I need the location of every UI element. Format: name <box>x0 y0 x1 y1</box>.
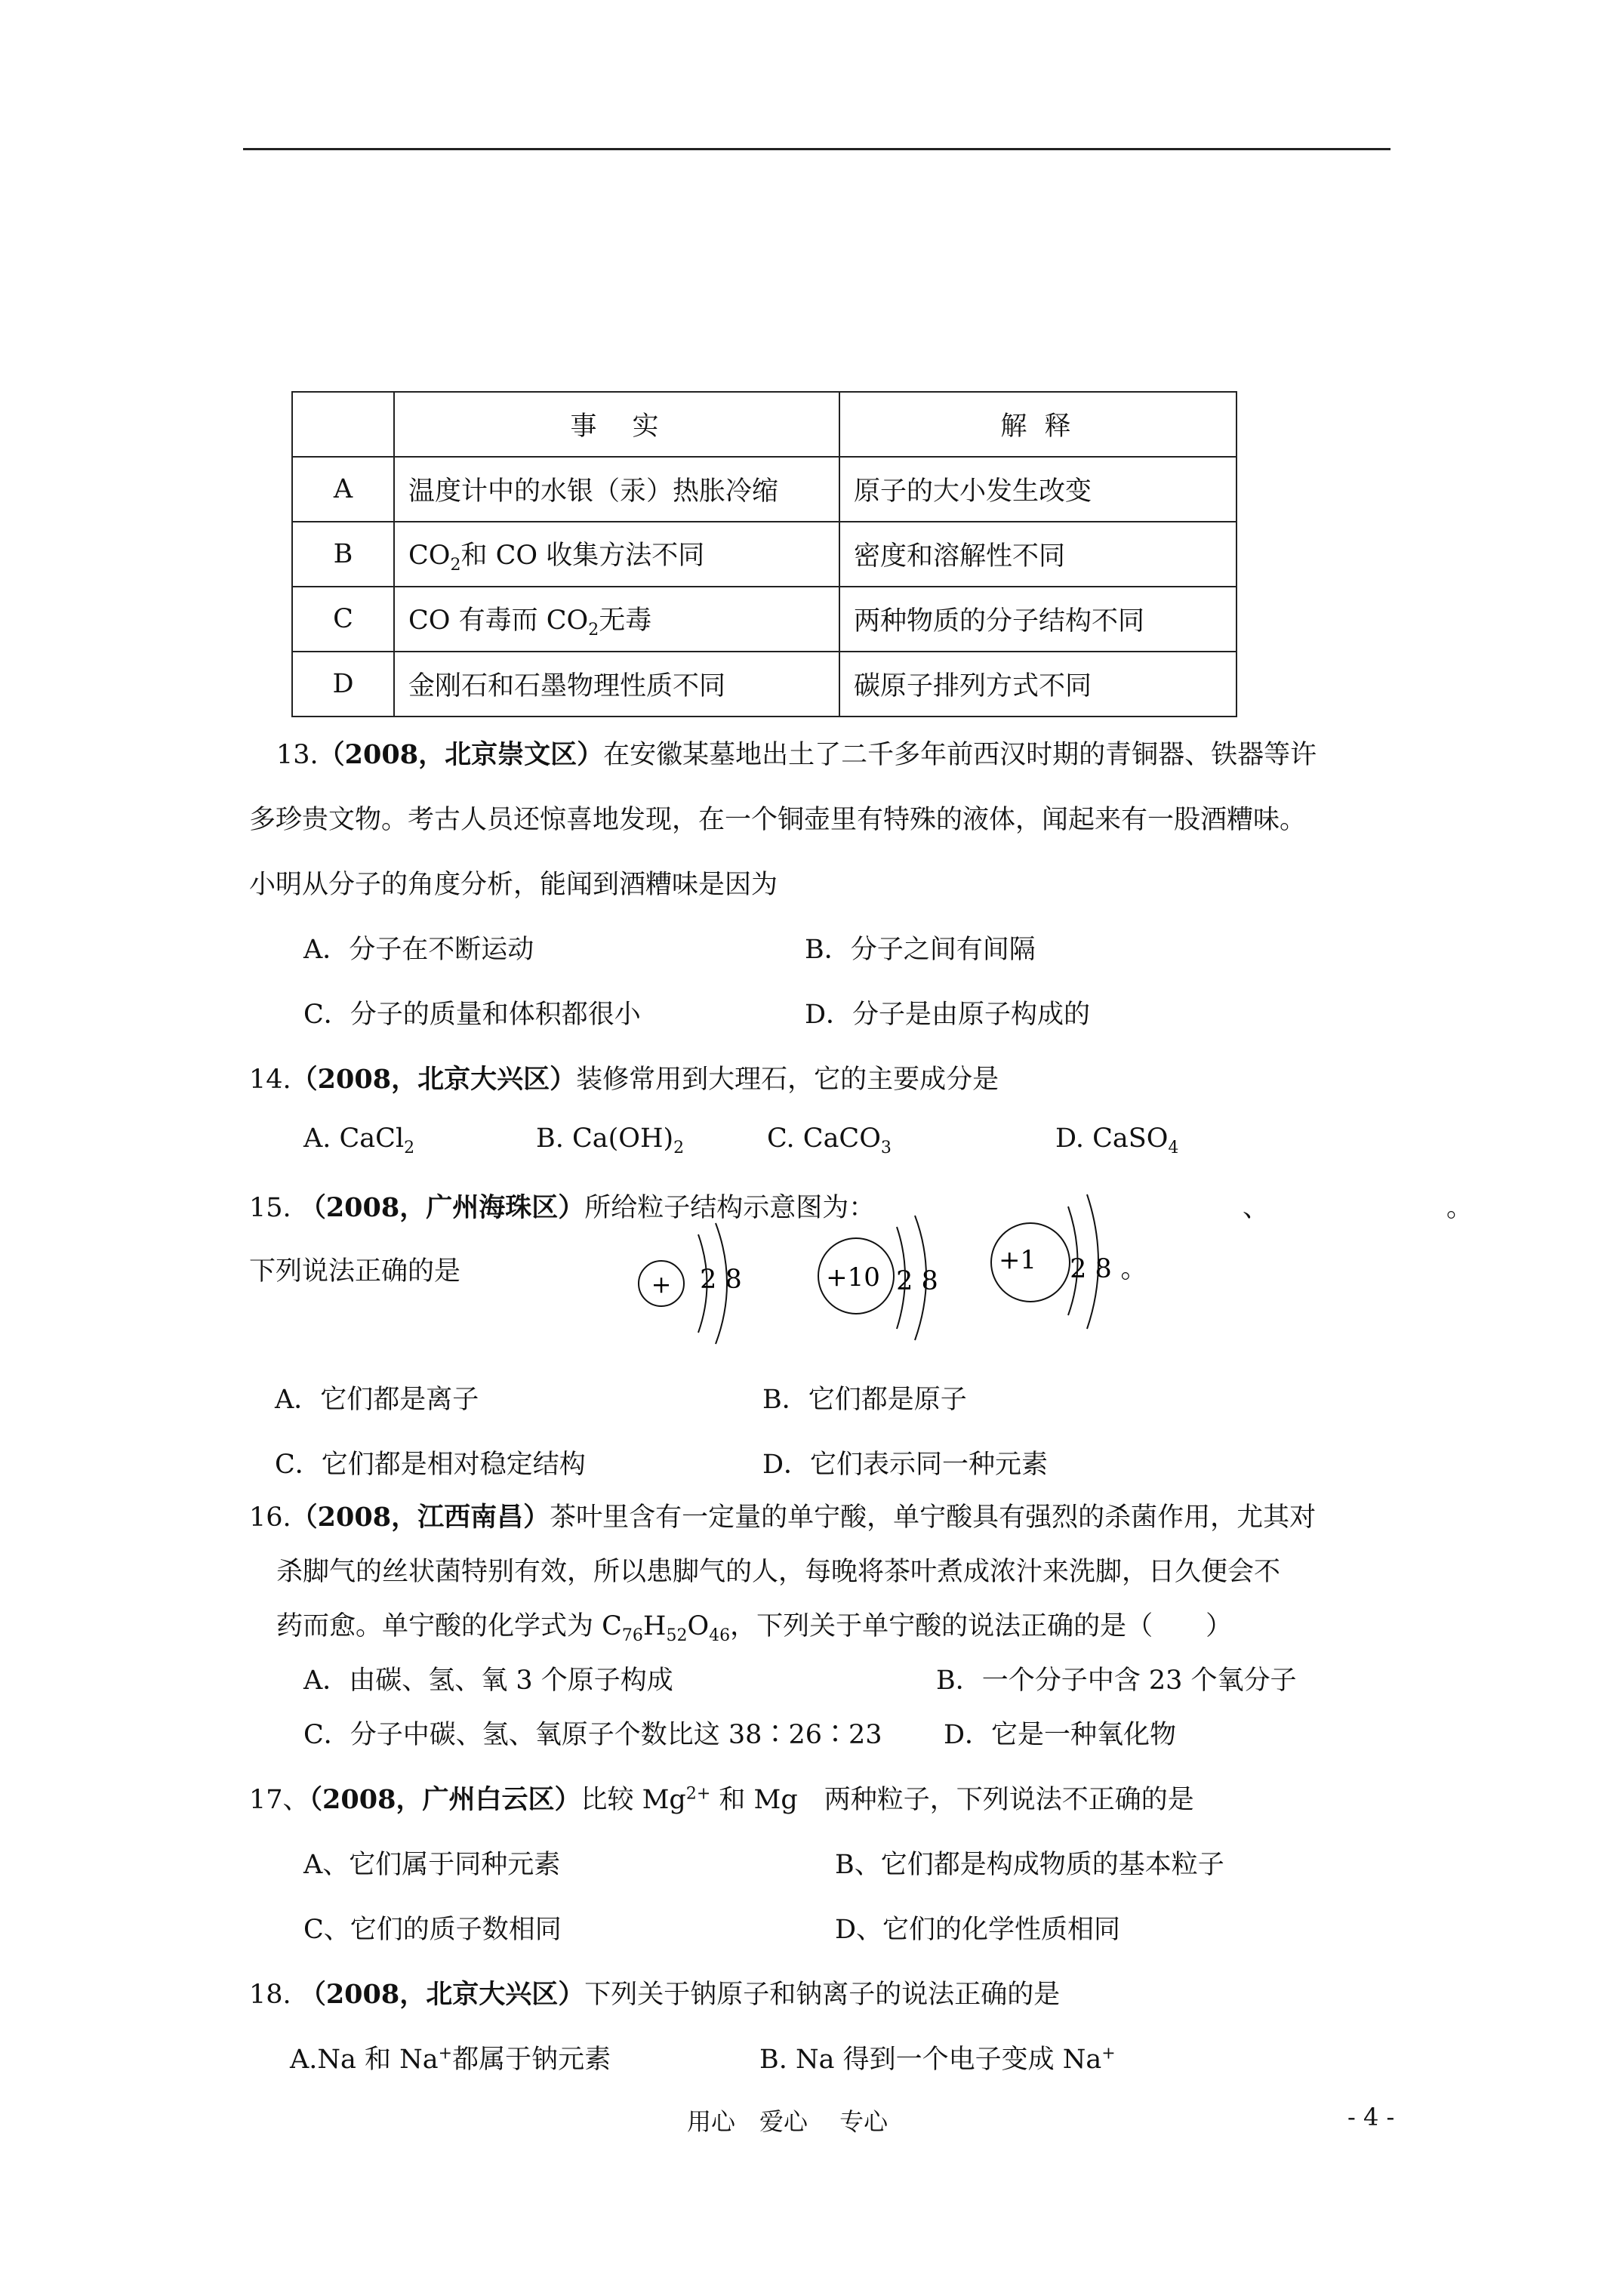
row-fact: 金刚石和石墨物理性质不同 <box>394 652 839 717</box>
electron-shells: 2 8 <box>896 1266 938 1296</box>
row-explain: 两种物质的分子结构不同 <box>839 587 1236 652</box>
q16-line1: 16.（2008，江西南昌）茶叶里含有一定量的单宁酸，单宁酸具有强烈的杀菌作用，尤其对 <box>249 1502 1317 1533</box>
q13-option-d: D．分子是由原子构成的 <box>805 1000 1091 1030</box>
row-explain: 密度和溶解性不同 <box>839 522 1236 587</box>
row-label: A <box>292 457 394 522</box>
q17-option-d: D、它们的化学性质相同 <box>835 1915 1121 1945</box>
atom-diagram-1 <box>639 1223 742 1344</box>
q13-option-a: A．分子在不断运动 <box>303 935 534 965</box>
page-number: - 4 - <box>1347 2103 1395 2131</box>
q17-option-a: A、它们属于同种元素 <box>303 1850 561 1880</box>
table-header-cell: 事 实 <box>394 392 839 457</box>
q14-option-a: A. CaCl$_2$ <box>303 1123 415 1157</box>
q13-line1: 13.（2008，北京崇文区）在安徽某墓地出土了二千多年前西汉时期的青铜器、铁器等许 <box>276 739 1317 770</box>
row-label: C <box>292 587 394 652</box>
q16-option-d: D．它是一种氧化物 <box>944 1720 1177 1750</box>
q14-option-b: B. $Ca(OH)_2$ <box>536 1123 685 1157</box>
q18-option-b: B. Na 得到一个电子变成 Na+ <box>759 2044 1116 2075</box>
q14-option-d: D. CaSO$_4$ <box>1055 1123 1179 1157</box>
q15-separator: 、 <box>1243 1193 1270 1223</box>
row-fact: CO 有毒而 $CO_2$无毒 <box>394 587 839 652</box>
atom-diagram-2 <box>818 1216 938 1340</box>
q15-stem: 15. （2008，广州海珠区）所给粒子结构示意图为： <box>249 1192 876 1223</box>
q15-stem-line2: 下列说法正确的是 <box>249 1256 461 1287</box>
q15-option-d: D．它们表示同一种元素 <box>762 1450 1049 1480</box>
q13-option-b: B．分子之间有间隔 <box>805 935 1036 965</box>
q16-option-b: B．一个分子中含 23 个氧分子 <box>936 1666 1297 1696</box>
q17-stem: 17、（2008，广州白云区）比较 $Mg^{2+}$ 和 Mg 两种粒子，下列说法不正确的是 <box>249 1784 1194 1815</box>
nucleus-charge: + <box>651 1270 672 1299</box>
q16-option-c: C．分子中碳、氢、氧原子个数比这 38∶26∶23 <box>303 1720 882 1750</box>
row-label: D <box>292 652 394 717</box>
diagram-tail: 。 <box>1120 1254 1147 1284</box>
q15-option-c: C．它们都是相对稳定结构 <box>275 1450 586 1480</box>
q14-stem: 14.（2008，北京大兴区）装修常用到大理石，它的主要成分是 <box>249 1064 999 1095</box>
q16-option-a: A．由碳、氢、氧 3 个原子构成 <box>303 1666 673 1696</box>
electron-shells: 2 8 <box>700 1265 742 1295</box>
row-explain: 碳原子排列方式不同 <box>839 652 1236 717</box>
q13-line2: 多珍贵文物。考古人员还惊喜地发现，在一个铜壶里有特殊的液体，闻起来有一股酒糟味。 <box>249 805 1307 835</box>
atom-diagram-3 <box>991 1194 1147 1329</box>
q14-option-c: C. CaCO$_3$ <box>767 1123 892 1157</box>
q16-line2: 杀脚气的丝状菌特别有效，所以患脚气的人，每晚将茶叶煮成浓汁来洗脚，日久便会不 <box>276 1557 1281 1587</box>
table-header-cell: 解 释 <box>839 392 1236 457</box>
q17-option-c: C、它们的质子数相同 <box>303 1915 562 1945</box>
q16-line3: 药而愈。单宁酸的化学式为 $C_{76}H_{52}O_{46}$，下列关于单宁酸的说法正确的是（ ） <box>276 1611 1233 1645</box>
row-label: B <box>292 522 394 587</box>
nucleus-charge: +10 <box>826 1262 880 1293</box>
electron-shells: 2 8 <box>1070 1254 1112 1284</box>
q13-line3: 小明从分子的角度分析，能闻到酒糟味是因为 <box>249 870 778 900</box>
row-explain: 原子的大小发生改变 <box>839 457 1236 522</box>
q15-option-b: B．它们都是原子 <box>762 1385 967 1415</box>
q13-option-c: C．分子的质量和体积都很小 <box>303 1000 641 1030</box>
q15-separator: 。 <box>1446 1193 1474 1223</box>
row-fact: $CO_2$和 CO 收集方法不同 <box>394 522 839 587</box>
nucleus-charge: +1 <box>998 1245 1037 1275</box>
q15-option-a: A．它们都是离子 <box>275 1385 479 1415</box>
q18-option-a: A.Na 和 Na+都属于钠元素 <box>290 2044 611 2075</box>
q18-stem: 18. （2008，北京大兴区）下列关于钠原子和钠离子的说法正确的是 <box>249 1979 1061 2010</box>
row-fact: 温度计中的水银（汞）热胀冷缩 <box>394 457 839 522</box>
footer-motto: 用心 爱心 专心 <box>687 2107 888 2136</box>
q17-option-b: B、它们都是构成物质的基本粒子 <box>835 1850 1224 1880</box>
